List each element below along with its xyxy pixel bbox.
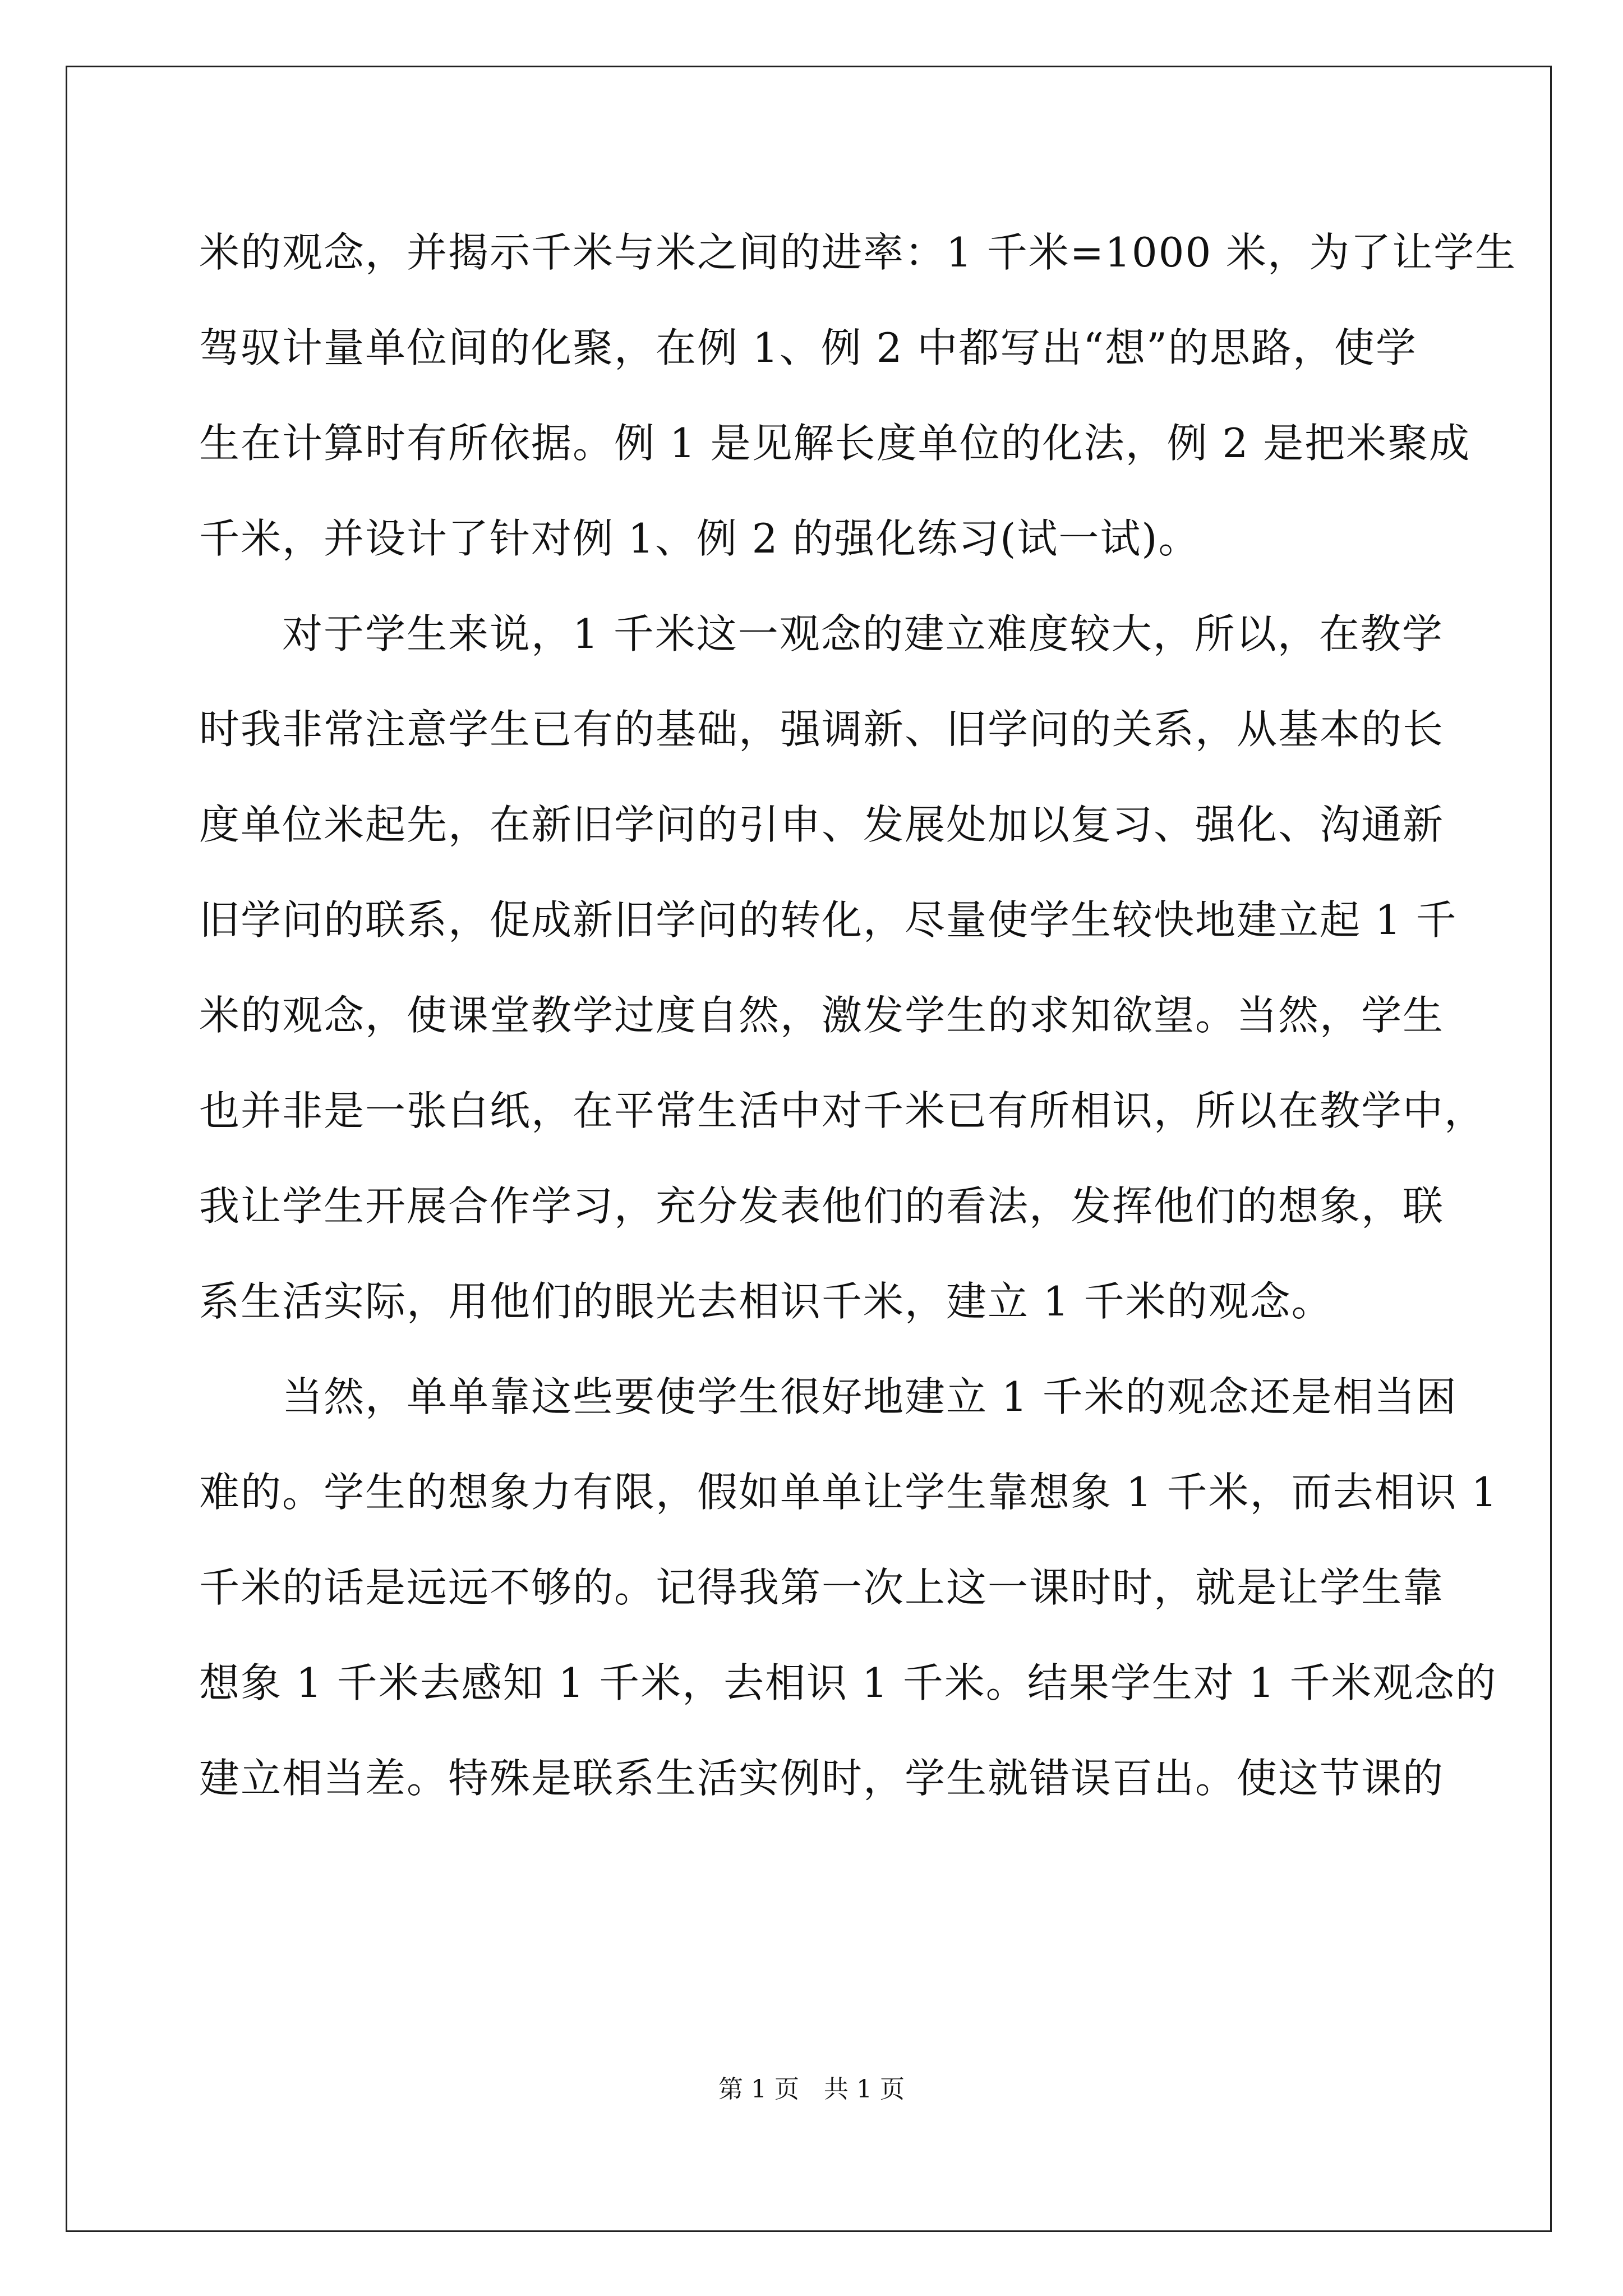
text-line: 时我非常注意学生已有的基础，强调新、旧学问的关系，从基本的长	[199, 706, 1445, 753]
text-line: 旧学问的联系，促成新旧学问的转化，尽量使学生较快地建立起 1 千	[199, 896, 1458, 944]
text-line: 想象 1 千米去感知 1 千米，去相识 1 千米。结果学生对 1 千米观念的	[199, 1659, 1497, 1706]
text-line: 度单位米起先，在新旧学问的引申、发展处加以复习、强化、沟通新	[199, 801, 1445, 848]
text-line: 建立相当差。特殊是联系生活实例时，学生就错误百出。使这节课的	[199, 1755, 1445, 1802]
text-line: 系生活实际，用他们的眼光去相识千米，建立 1 千米的观念。	[199, 1278, 1333, 1325]
text-line: 当然，单单靠这些要使学生很好地建立 1 千米的观念还是相当困	[199, 1373, 1458, 1420]
text-line: 千米的话是远远不够的。记得我第一次上这一课时时，就是让学生靠	[199, 1564, 1445, 1611]
text-line: 米的观念，并揭示千米与米之间的进率：1 千米=1000 米，为了让学生	[199, 229, 1517, 276]
text-line: 我让学生开展合作学习，充分发表他们的看法，发挥他们的想象，联	[199, 1182, 1445, 1230]
text-line: 也并非是一张白纸，在平常生活中对千米已有所相识，所以在教学中，	[199, 1087, 1486, 1134]
page-border	[66, 66, 1552, 2232]
text-line: 难的。学生的想象力有限，假如单单让学生靠想象 1 千米，而去相识 1	[199, 1469, 1498, 1516]
text-line: 千米，并设计了针对例 1、例 2 的强化练习(试一试)。	[199, 515, 1200, 562]
text-line: 驾驭计量单位间的化聚，在例 1、例 2 中都写出“想”的思路，使学	[199, 324, 1417, 371]
text-line: 生在计算时有所依据。例 1 是见解长度单位的化法，例 2 是把米聚成	[199, 420, 1471, 467]
text-line: 米的观念，使课堂教学过度自然，激发学生的求知欲望。当然，学生	[199, 992, 1445, 1039]
page-number-footer: 第 1 页 共 1 页	[718, 2075, 905, 2104]
text-line: 对于学生来说，1 千米这一观念的建立难度较大，所以，在教学	[199, 610, 1444, 657]
